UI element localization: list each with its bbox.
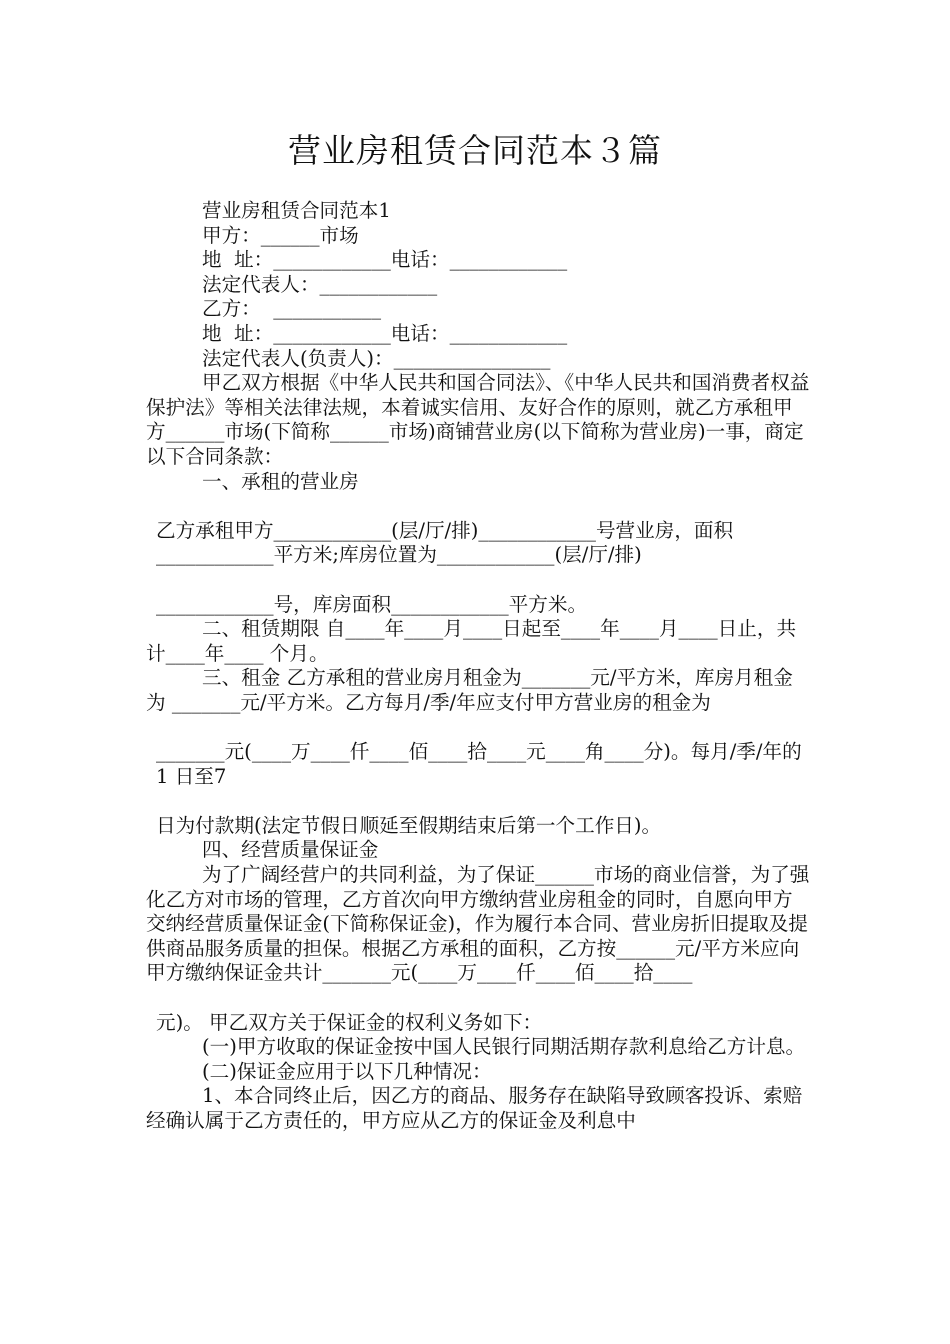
paragraph: _______元(____万____仟____佰____拾____元____角____分)。每月/季/年的1 日至7	[156, 740, 802, 788]
paragraph: 元)。 甲乙双方关于保证金的权利义务如下：	[156, 1010, 543, 1034]
paragraph: 甲方：______市场	[202, 223, 359, 247]
paragraph: (一)甲方收取的保证金按中国人民银行同期活期存款利息给乙方计息。	[202, 1035, 806, 1059]
paragraph: (二)保证金应用于以下几种情况：	[202, 1059, 492, 1083]
paragraph: 乙方： ___________	[202, 297, 382, 321]
paragraph: 一、承租的营业房	[202, 469, 359, 493]
paragraph: ____________号，库房面积____________平方米。	[156, 592, 588, 616]
document-body	[146, 199, 810, 1134]
paragraph: 四、经营质量保证金	[202, 838, 379, 862]
paragraph: 法定代表人(负责人)：________________	[202, 346, 551, 370]
paragraph: 地 址：____________电话：____________	[202, 248, 568, 272]
paragraph: 甲乙双方根据《中华人民共和国合同法》、《中华人民共和国消费者权益保护法》等相关法律法规，本着诚实信用、友好合作的原则，就乙方承租甲方______市场(下简称______市场)商铺营业房(以下简称为营业房)一事，商定以下合同条款：	[146, 371, 810, 468]
paragraph-gap	[146, 494, 810, 519]
paragraph: 日为付款期(法定节假日顺延至假期结束后第一个工作日)。	[156, 813, 662, 837]
document-title: 营业房租赁合同范本３篇	[288, 131, 662, 170]
paragraph: 法定代表人：____________	[202, 272, 438, 296]
paragraph: 二、租赁期限 自____年____月____日起至____年____月____日止，共计____年____ 个月。	[146, 617, 797, 665]
paragraph: 1、本合同终止后，因乙方的商品、服务存在缺陷导致顾客投诉、索赔经确认属于乙方责任的，甲方应从乙方的保证金及利息中	[146, 1084, 803, 1132]
paragraph: 为了广阔经营户的共同利益，为了保证______市场的商业信誉，为了强化乙方对市场的管理，乙方首次向甲方缴纳营业房租金的同时，自愿向甲方交纳经营质量保证金(下简称保证金)，作为履行本合同、营业房折旧提取及提供商品服务质量的担保。根据乙方承租的面积，乙方按______元/平方米应向甲方缴纳保证金共计_______元(____万____仟____佰____拾____	[146, 863, 810, 985]
paragraph: 三、租金 乙方承租的营业房月租金为_______元/平方米，库房月租金为 _______元/平方米。乙方每月/季/年应支付甲方营业房的租金为	[146, 666, 793, 714]
paragraph-gap	[146, 568, 810, 593]
paragraph-gap	[146, 715, 810, 740]
paragraph: 乙方承租甲方____________(层/厅/排)____________号营业房，面积____________平方米;库房位置为____________(层/厅/排)	[156, 518, 734, 567]
paragraph-gap	[146, 986, 810, 1011]
paragraph-gap	[146, 789, 810, 814]
paragraph: 地 址：____________电话：____________	[202, 321, 568, 345]
paragraph: 营业房租赁合同范本1	[202, 199, 391, 222]
